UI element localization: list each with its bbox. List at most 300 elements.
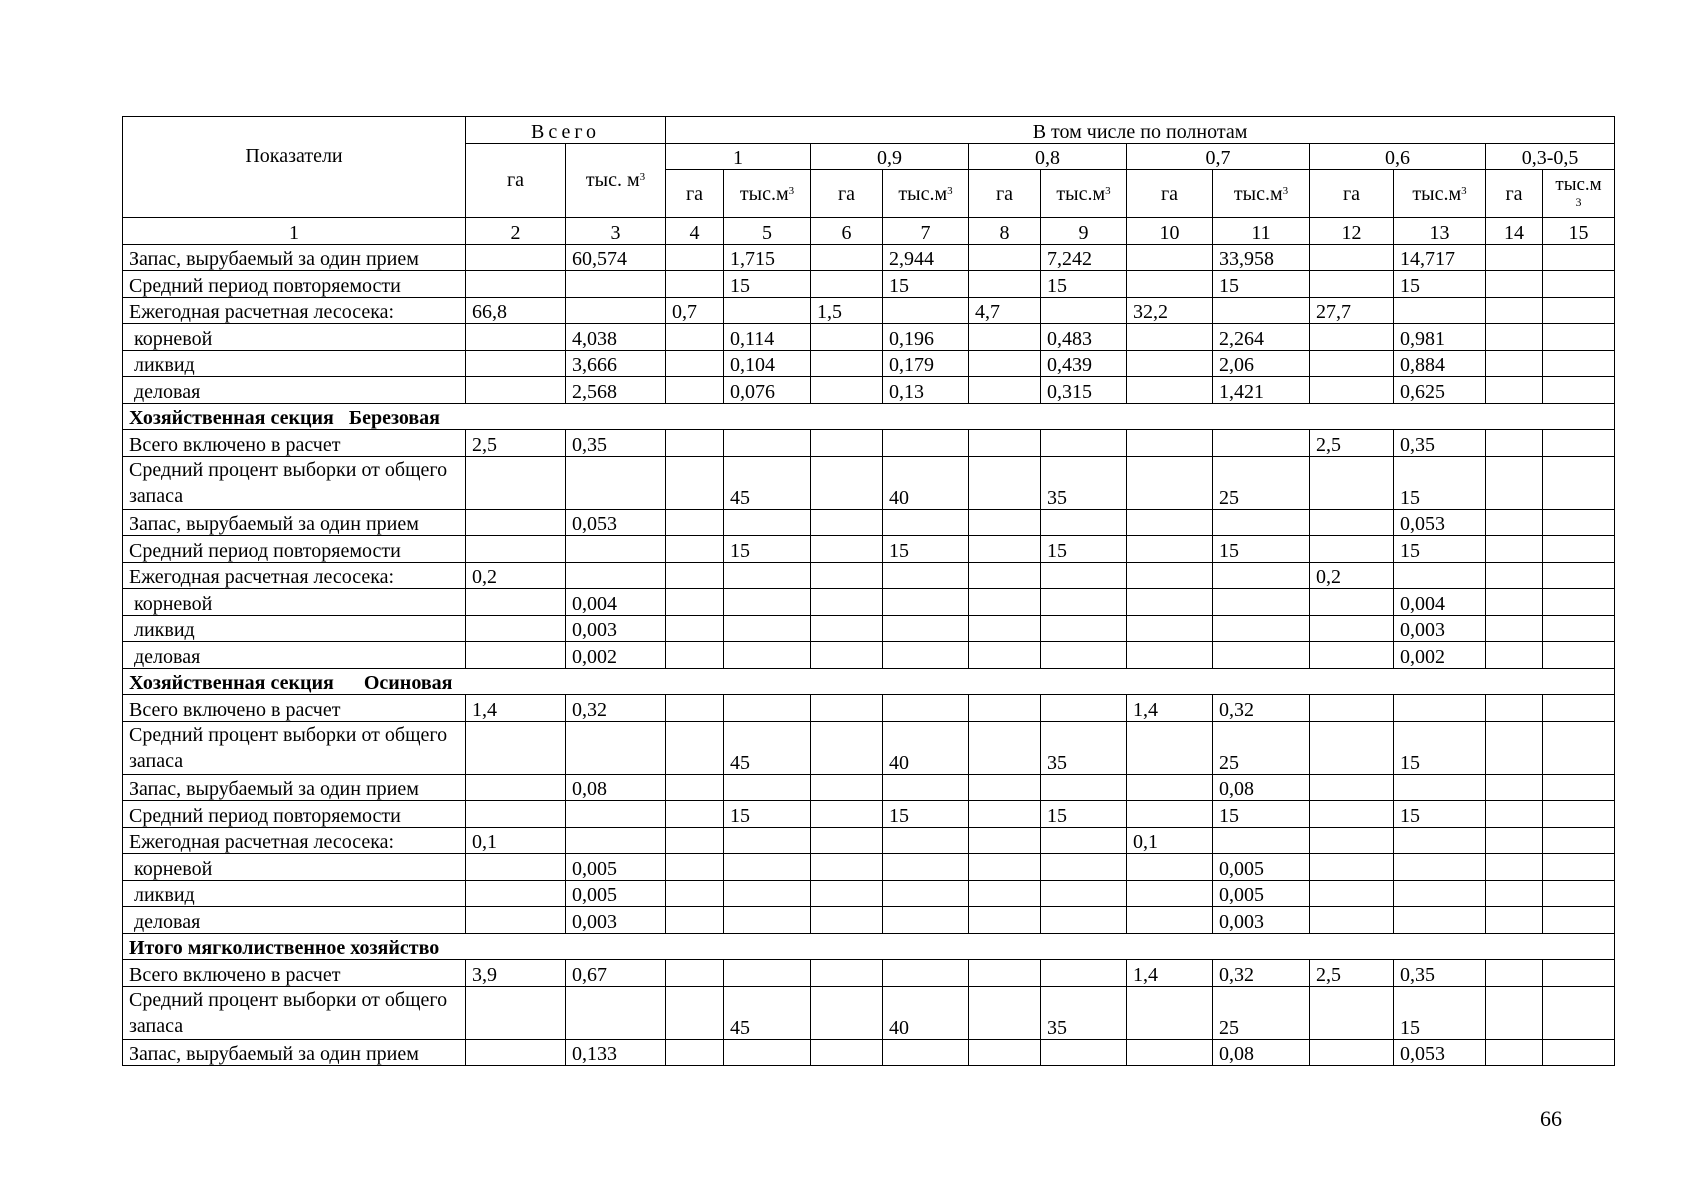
table-cell: 0,179: [883, 350, 969, 377]
table-cell: 1,5: [811, 297, 883, 324]
table-cell: [666, 615, 724, 642]
table-cell: [466, 854, 566, 881]
table-cell: [1486, 880, 1543, 907]
table-cell: [666, 324, 724, 351]
table-cell: [1543, 907, 1615, 934]
table-cell: [1310, 1039, 1394, 1066]
table-cell: 27,7: [1310, 297, 1394, 324]
table-cell: [666, 827, 724, 854]
table-cell: 0,053: [566, 509, 666, 536]
table-cell: [666, 350, 724, 377]
table-cell: [1394, 854, 1486, 881]
column-number-cell: 9: [1041, 218, 1127, 245]
table-cell: [666, 960, 724, 987]
table-cell: 0,133: [566, 1039, 666, 1066]
table-cell: [1394, 774, 1486, 801]
table-cell: [1543, 774, 1615, 801]
row-label: ликвид: [123, 880, 466, 907]
table-cell: [1213, 615, 1310, 642]
table-cell: 40: [883, 721, 969, 774]
table-cell: [1041, 1039, 1127, 1066]
table-cell: 35: [1041, 456, 1127, 509]
table-cell: [1543, 854, 1615, 881]
table-cell: 15: [724, 536, 811, 563]
column-number-row: [123, 218, 1615, 245]
table-cell: 15: [1213, 271, 1310, 298]
table-row: [123, 377, 1615, 404]
table-cell: [666, 854, 724, 881]
table-row: [123, 456, 1615, 509]
table-cell: [811, 271, 883, 298]
table-cell: 15: [1213, 536, 1310, 563]
table-cell: 45: [724, 721, 811, 774]
header-ha: га: [666, 170, 724, 218]
table-cell: [1543, 244, 1615, 271]
table-row: [123, 562, 1615, 589]
table-cell: [1543, 562, 1615, 589]
table-cell: 0,08: [566, 774, 666, 801]
table-cell: [666, 377, 724, 404]
table-cell: 2,264: [1213, 324, 1310, 351]
table-cell: 0,2: [466, 562, 566, 589]
table-cell: [969, 801, 1041, 828]
table-cell: [811, 880, 883, 907]
header-volume: $тыс.м^3$: [1394, 170, 1486, 218]
table-cell: [566, 986, 666, 1039]
table-cell: [1486, 430, 1543, 457]
header-density-0-7: 0,7: [1127, 143, 1310, 170]
table-cell: 32,2: [1127, 297, 1213, 324]
table-cell: 0,2: [1310, 562, 1394, 589]
table-cell: [466, 324, 566, 351]
table-cell: [1486, 324, 1543, 351]
table-cell: [883, 615, 969, 642]
table-cell: 0,005: [1213, 880, 1310, 907]
table-cell: [466, 350, 566, 377]
column-number-cell: 13: [1394, 218, 1486, 245]
column-number-cell: 3: [566, 218, 666, 245]
table-cell: [1127, 774, 1213, 801]
header-volume: $тыс.м^3$: [883, 170, 969, 218]
table-cell: 3,666: [566, 350, 666, 377]
table-cell: 0,003: [566, 615, 666, 642]
table-row: [123, 827, 1615, 854]
table-cell: 1,715: [724, 244, 811, 271]
row-label: корневой: [123, 589, 466, 616]
table-cell: [1486, 589, 1543, 616]
table-cell: [1543, 430, 1615, 457]
table-cell: [666, 986, 724, 1039]
table-row: [123, 960, 1615, 987]
row-label: Всего включено в расчет: [123, 695, 466, 722]
table-cell: [1310, 695, 1394, 722]
row-label: деловая: [123, 377, 466, 404]
table-cell: [566, 801, 666, 828]
table-cell: 0,1: [1127, 827, 1213, 854]
table-cell: 15: [1213, 801, 1310, 828]
table-cell: [1310, 642, 1394, 669]
table-cell: [1127, 615, 1213, 642]
table-cell: [1310, 827, 1394, 854]
table-cell: [724, 854, 811, 881]
table-cell: [811, 324, 883, 351]
table-cell: [1310, 589, 1394, 616]
table-cell: 15: [883, 536, 969, 563]
row-label: Всего включено в расчет: [123, 960, 466, 987]
table-cell: [811, 244, 883, 271]
table-cell: [1486, 986, 1543, 1039]
table-cell: 25: [1213, 456, 1310, 509]
table-cell: 2,5: [1310, 430, 1394, 457]
row-label: ликвид: [123, 350, 466, 377]
table-cell: 0,002: [1394, 642, 1486, 669]
table-cell: 0,003: [566, 907, 666, 934]
section-row: [123, 933, 1615, 960]
table-cell: 2,944: [883, 244, 969, 271]
table-cell: [466, 456, 566, 509]
row-label: Ежегодная расчетная лесосека:: [123, 827, 466, 854]
table-cell: [1127, 430, 1213, 457]
table-cell: [1486, 960, 1543, 987]
page-number: 66: [1540, 1106, 1562, 1131]
table-cell: [724, 615, 811, 642]
table-cell: [466, 801, 566, 828]
table-cell: [1127, 907, 1213, 934]
table-cell: [969, 615, 1041, 642]
table-cell: 0,35: [1394, 960, 1486, 987]
table-cell: [811, 589, 883, 616]
table-cell: 1,4: [1127, 960, 1213, 987]
table-cell: 2,06: [1213, 350, 1310, 377]
table-cell: [1486, 642, 1543, 669]
table-cell: [1543, 1039, 1615, 1066]
table-cell: [1213, 642, 1310, 669]
table-cell: [724, 297, 811, 324]
table-cell: [969, 430, 1041, 457]
table-cell: [883, 1039, 969, 1066]
table-cell: [1310, 615, 1394, 642]
table-cell: 0,32: [1213, 960, 1310, 987]
table-row: [123, 509, 1615, 536]
table-cell: [811, 456, 883, 509]
table-cell: [1127, 642, 1213, 669]
table-cell: [666, 642, 724, 669]
table-cell: [1543, 642, 1615, 669]
table-row: [123, 350, 1615, 377]
table-cell: [666, 562, 724, 589]
table-cell: 15: [1394, 536, 1486, 563]
table-cell: [1310, 271, 1394, 298]
table-cell: [466, 774, 566, 801]
column-number-cell: 2: [466, 218, 566, 245]
table-cell: [1486, 562, 1543, 589]
header-density-0-8: 0,8: [969, 143, 1127, 170]
table-cell: [666, 774, 724, 801]
column-number-cell: 7: [883, 218, 969, 245]
table-cell: 45: [724, 986, 811, 1039]
table-row: [123, 774, 1615, 801]
header-ha: га: [811, 170, 883, 218]
table-cell: 15: [1041, 801, 1127, 828]
table-cell: [666, 589, 724, 616]
table-cell: [666, 456, 724, 509]
table-cell: [724, 960, 811, 987]
header-density-0-3-0-5: 0,3-0,5: [1486, 143, 1615, 170]
table-cell: [1213, 430, 1310, 457]
table-cell: [969, 271, 1041, 298]
table-cell: [1127, 244, 1213, 271]
table-cell: 0,114: [724, 324, 811, 351]
table-cell: [1543, 615, 1615, 642]
table-cell: [1486, 1039, 1543, 1066]
table-cell: [1543, 880, 1615, 907]
row-label: Запас, вырубаемый за один прием: [123, 244, 466, 271]
table-cell: [724, 880, 811, 907]
table-cell: 0,003: [1394, 615, 1486, 642]
header-density-0-9: 0,9: [811, 143, 969, 170]
table-cell: [969, 695, 1041, 722]
table-cell: [969, 350, 1041, 377]
header-density-1: 1: [666, 143, 811, 170]
table-cell: 0,315: [1041, 377, 1127, 404]
table-cell: [1310, 244, 1394, 271]
table-cell: 15: [1394, 801, 1486, 828]
table-cell: [666, 695, 724, 722]
table-cell: [1041, 562, 1127, 589]
table-cell: 14,717: [1394, 244, 1486, 271]
table-cell: [466, 509, 566, 536]
row-label: Средний период повторяемости: [123, 271, 466, 298]
table-row: [123, 615, 1615, 642]
row-label: Запас, вырубаемый за один прием: [123, 509, 466, 536]
row-label: Ежегодная расчетная лесосека:: [123, 297, 466, 324]
table-cell: [566, 536, 666, 563]
table-cell: [811, 642, 883, 669]
table-cell: 40: [883, 456, 969, 509]
table-cell: [1543, 509, 1615, 536]
table-cell: [969, 854, 1041, 881]
table-cell: [1543, 456, 1615, 509]
table-cell: 0,32: [566, 695, 666, 722]
table-cell: [724, 1039, 811, 1066]
table-cell: 0,003: [1213, 907, 1310, 934]
table-cell: [1213, 297, 1310, 324]
table-cell: [1127, 589, 1213, 616]
table-cell: 25: [1213, 986, 1310, 1039]
table-cell: [1127, 271, 1213, 298]
table-cell: [1486, 297, 1543, 324]
table-cell: [724, 509, 811, 536]
table-cell: [1041, 642, 1127, 669]
table-cell: [1310, 536, 1394, 563]
section-row: [123, 668, 1615, 695]
table-cell: 1,4: [1127, 695, 1213, 722]
table-cell: [1486, 854, 1543, 881]
table-cell: [724, 642, 811, 669]
table-cell: [466, 615, 566, 642]
table-cell: 0,005: [566, 880, 666, 907]
table-cell: [811, 986, 883, 1039]
table-row: [123, 1039, 1615, 1066]
table-cell: 1,4: [466, 695, 566, 722]
table-cell: [466, 721, 566, 774]
column-number-cell: 11: [1213, 218, 1310, 245]
row-label: Средний процент выборки от общего запаса: [123, 986, 466, 1039]
table-cell: [969, 456, 1041, 509]
table-cell: 15: [724, 801, 811, 828]
table-cell: [724, 907, 811, 934]
table-cell: [1394, 297, 1486, 324]
table-cell: [1213, 827, 1310, 854]
header-volume-last: тыс.м 3: [1543, 170, 1615, 218]
table-cell: [883, 642, 969, 669]
table-cell: [1486, 801, 1543, 828]
table-cell: [1486, 615, 1543, 642]
table-cell: 15: [1041, 271, 1127, 298]
table-cell: [883, 960, 969, 987]
column-number-cell: 8: [969, 218, 1041, 245]
table-cell: [466, 244, 566, 271]
table-cell: 0,7: [666, 297, 724, 324]
table-cell: 66,8: [466, 297, 566, 324]
table-cell: [724, 774, 811, 801]
header-indicators: Показатели: [123, 117, 466, 218]
table-cell: 0,08: [1213, 1039, 1310, 1066]
table-cell: [883, 854, 969, 881]
table-row: [123, 244, 1615, 271]
table-cell: [1127, 536, 1213, 563]
table-body: [123, 244, 1615, 1066]
table-cell: [1310, 907, 1394, 934]
table-cell: [969, 562, 1041, 589]
column-number-cell: 14: [1486, 218, 1543, 245]
table-cell: [883, 695, 969, 722]
table-cell: [1127, 562, 1213, 589]
table-cell: [969, 880, 1041, 907]
table-cell: [1127, 1039, 1213, 1066]
table-row: [123, 642, 1615, 669]
table-cell: [1543, 986, 1615, 1039]
table-cell: 2,568: [566, 377, 666, 404]
row-label: Запас, вырубаемый за один прием: [123, 1039, 466, 1066]
column-number-cell: 4: [666, 218, 724, 245]
table-cell: [811, 377, 883, 404]
table-cell: [466, 589, 566, 616]
table-cell: [1127, 801, 1213, 828]
header-density-0-6: 0,6: [1310, 143, 1486, 170]
column-number-cell: 5: [724, 218, 811, 245]
table-cell: [1394, 562, 1486, 589]
table-cell: [1394, 907, 1486, 934]
table-row: [123, 854, 1615, 881]
table-cell: [969, 509, 1041, 536]
table-cell: [969, 827, 1041, 854]
table-cell: [566, 562, 666, 589]
table-cell: [1394, 880, 1486, 907]
table-cell: [1543, 377, 1615, 404]
table-cell: [1486, 774, 1543, 801]
table-cell: [566, 721, 666, 774]
table-header: [123, 117, 1615, 245]
table-cell: [811, 827, 883, 854]
table-cell: 0,981: [1394, 324, 1486, 351]
table-cell: [883, 589, 969, 616]
table-cell: [969, 536, 1041, 563]
row-label: Средний процент выборки от общего запаса: [123, 721, 466, 774]
section-row: [123, 403, 1615, 430]
table-row: [123, 695, 1615, 722]
cutting-area-table: [122, 116, 1615, 1066]
table-cell: [724, 562, 811, 589]
table-cell: 4,038: [566, 324, 666, 351]
table-cell: [1213, 562, 1310, 589]
table-cell: [1310, 721, 1394, 774]
header-total: Всего: [466, 117, 666, 144]
table-cell: [811, 907, 883, 934]
header-volume: $тыс.м^3$: [1041, 170, 1127, 218]
table-row: [123, 589, 1615, 616]
table-cell: 0,35: [566, 430, 666, 457]
table-cell: 0,005: [1213, 854, 1310, 881]
table-row: [123, 986, 1615, 1039]
table-cell: [466, 271, 566, 298]
table-cell: [1127, 986, 1213, 1039]
table-cell: [666, 907, 724, 934]
table-cell: 0,13: [883, 377, 969, 404]
table-cell: 15: [1041, 536, 1127, 563]
header-by-density: В том числе по полнотам: [666, 117, 1615, 144]
row-label: ликвид: [123, 615, 466, 642]
table-cell: 0,625: [1394, 377, 1486, 404]
table-cell: [811, 536, 883, 563]
table-cell: [666, 801, 724, 828]
table-cell: [1310, 986, 1394, 1039]
table-cell: [811, 854, 883, 881]
table-cell: [1041, 297, 1127, 324]
table-row: [123, 801, 1615, 828]
table-cell: [666, 1039, 724, 1066]
table-cell: 0,35: [1394, 430, 1486, 457]
table-cell: [1127, 880, 1213, 907]
table-row: [123, 721, 1615, 774]
table-cell: 0,483: [1041, 324, 1127, 351]
table-cell: [883, 297, 969, 324]
table-cell: [1486, 907, 1543, 934]
table-cell: [1543, 324, 1615, 351]
table-cell: [1543, 721, 1615, 774]
row-label: Запас, вырубаемый за один прием: [123, 774, 466, 801]
row-label: корневой: [123, 324, 466, 351]
table-cell: [1486, 456, 1543, 509]
table-cell: [1543, 801, 1615, 828]
table-cell: [1543, 297, 1615, 324]
table-cell: [883, 509, 969, 536]
table-cell: 33,958: [1213, 244, 1310, 271]
table-cell: [466, 907, 566, 934]
table-cell: [883, 774, 969, 801]
table-cell: [969, 324, 1041, 351]
table-cell: [811, 350, 883, 377]
section-title: Хозяйственная секция Осиновая: [123, 668, 1615, 695]
table-cell: 0,005: [566, 854, 666, 881]
table-cell: [724, 589, 811, 616]
table-cell: [811, 430, 883, 457]
table-cell: [1543, 536, 1615, 563]
table-row: [123, 536, 1615, 563]
table-cell: 4,7: [969, 297, 1041, 324]
table-cell: [1127, 854, 1213, 881]
table-cell: [666, 509, 724, 536]
